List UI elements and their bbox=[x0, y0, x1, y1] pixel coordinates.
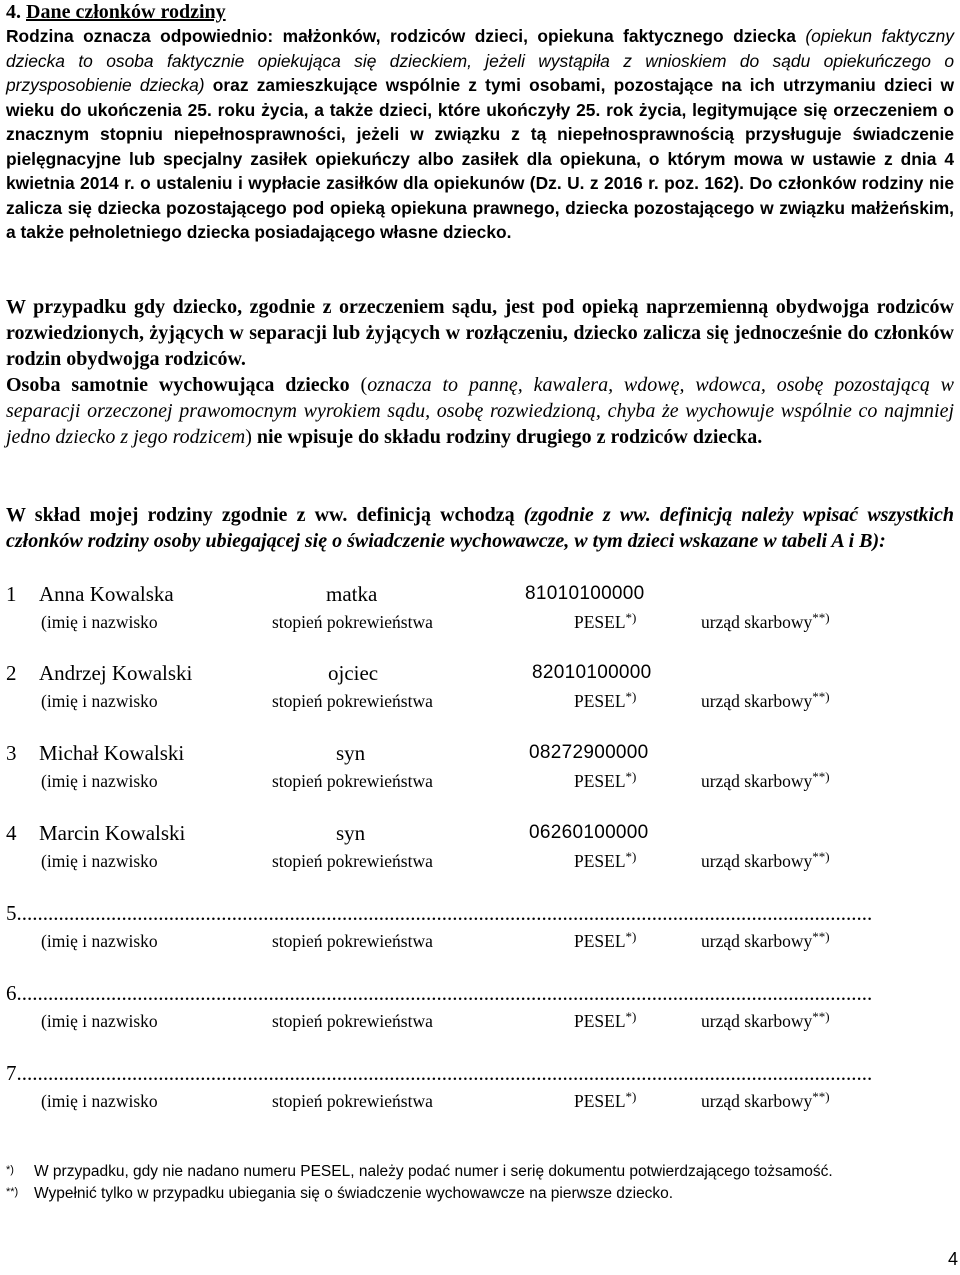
family-member-blank-row bbox=[6, 1060, 954, 1130]
single-parent-term: Osoba samotnie wychowująca dziecko bbox=[6, 374, 350, 396]
caption-relation: stopień pokrewieństwa bbox=[272, 771, 433, 791]
caption-tax-office: urząd skarbowy**) bbox=[701, 1009, 830, 1031]
footnote-tax-office bbox=[6, 1183, 673, 1205]
section-heading bbox=[6, 0, 226, 24]
composition-instruction: (zgodnie z ww. definicją należy wpisać wszystkich członków rodziny osoby ubiegającej się o świadczenie wychowawcze, w tym dzieci wskazane w tabeli A i B): bbox=[6, 504, 955, 552]
caption-pesel: PESEL*) bbox=[574, 689, 637, 711]
caption-tax-office: urząd skarbowy**) bbox=[701, 689, 830, 711]
member-name-field[interactable]: Marcin Kowalski bbox=[39, 821, 186, 845]
caption-name: (imię i nazwisko bbox=[41, 771, 158, 791]
caption-tax-office: urząd skarbowy**) bbox=[701, 769, 830, 791]
caption-name: (imię i nazwisko bbox=[41, 612, 158, 632]
member-name-field[interactable]: Anna Kowalska bbox=[39, 582, 174, 606]
definition-body: oraz zamieszkujące wspólnie z tymi osobami, pozostające na ich utrzymaniu dzieci w wieku do ukończenia 25. roku życia, a także dzieci, które ukończyły 25. rok życia, legitymujące się orzeczeniem o znacznym stopniu niepełnosprawności, jeżeli w związku z tą niepełnosprawnością przysługuje świadczenie pielęgnacyjne lub specjalny zasiłek opiekuńczy albo zasiłek dla opiekuna, o którym mowa w ustawie z dnia 4 kwietnia 2014 r. o ustaleniu i wypłacie zasiłków dla opiekunów (Dz. U. z 2016 r. poz. 162). Do członków rodziny nie zalicza się dziecka pozostającego pod opieką opiekuna prawnego, dziecka pozostającego w związku małżeńskim, a także pełnoletniego dziecka posiadającego własne dziecko. bbox=[6, 75, 954, 242]
member-number: 2 bbox=[6, 661, 17, 685]
caption-tax-office: urząd skarbowy**) bbox=[701, 929, 830, 951]
caption-pesel: PESEL*) bbox=[574, 610, 637, 632]
member-pesel-field[interactable]: 08272900000 bbox=[529, 742, 649, 763]
section-number: 4. bbox=[6, 1, 21, 23]
family-composition-intro bbox=[6, 502, 954, 554]
footnote-text: W przypadku, gdy nie nadano numeru PESEL, należy podać numer i serię dokumentu potwierdzającego tożsamość. bbox=[34, 1163, 833, 1180]
member-number: 4 bbox=[6, 821, 17, 845]
family-definition-paragraph bbox=[6, 24, 954, 245]
family-member-row bbox=[6, 581, 954, 651]
composition-statement: W skład mojej rodziny zgodnie z ww. definicją wchodzą bbox=[6, 504, 515, 526]
caption-tax-office: urząd skarbowy**) bbox=[701, 610, 830, 632]
footnote-pesel bbox=[6, 1161, 833, 1183]
family-member-row bbox=[6, 820, 954, 890]
single-parent-paragraph: Osoba samotnie wychowująca dziecko (oznacza to pannę, kawalera, wdowę, wdowca, osobę pozostającą w separacji orzeczonej prawomocnym wyrokiem sądu, osobę rozwiedzioną, chyba że wychowuje wspólnie co najmniej jedno dziecko z jego rodzicem) nie wpisuje do składu rodziny drugiego z rodziców dziecka. bbox=[6, 374, 955, 448]
caption-relation: stopień pokrewieństwa bbox=[272, 1091, 433, 1111]
member-name-field[interactable]: Andrzej Kowalski bbox=[39, 661, 193, 685]
member-pesel-field[interactable]: 81010100000 bbox=[525, 583, 645, 604]
family-member-row bbox=[6, 660, 954, 730]
caption-name: (imię i nazwisko bbox=[41, 931, 158, 951]
caption-name: (imię i nazwisko bbox=[41, 1011, 158, 1031]
caption-pesel: PESEL*) bbox=[574, 1089, 637, 1111]
caption-tax-office: urząd skarbowy**) bbox=[701, 1089, 830, 1111]
member-blank-line[interactable]: 7................................................................................................................................................................... bbox=[6, 1061, 873, 1085]
member-number: 1 bbox=[6, 582, 17, 606]
caption-name: (imię i nazwisko bbox=[41, 1091, 158, 1111]
member-relation-field[interactable]: matka bbox=[326, 582, 378, 606]
single-parent-instruction: nie wpisuje do składu rodziny drugiego z rodziców dziecka. bbox=[256, 426, 763, 448]
family-member-blank-row bbox=[6, 980, 954, 1050]
caption-relation: stopień pokrewieństwa bbox=[272, 1011, 433, 1031]
caption-relation: stopień pokrewieństwa bbox=[272, 612, 433, 632]
caption-name: (imię i nazwisko bbox=[41, 691, 158, 711]
footnote-mark: *) bbox=[6, 1164, 14, 1176]
caption-name: (imię i nazwisko bbox=[41, 851, 158, 871]
family-member-row bbox=[6, 740, 954, 810]
section-title: Dane członków rodziny bbox=[26, 1, 226, 23]
caption-relation: stopień pokrewieństwa bbox=[272, 691, 433, 711]
caption-pesel: PESEL*) bbox=[574, 929, 637, 951]
member-relation-field[interactable]: ojciec bbox=[328, 661, 379, 685]
footnote-mark: **) bbox=[6, 1186, 19, 1198]
member-relation-field[interactable]: syn bbox=[336, 741, 366, 765]
footnote-text: Wypełnić tylko w przypadku ubiegania się o świadczenie wychowawcze na pierwsze dziecko. bbox=[34, 1185, 674, 1202]
member-relation-field[interactable]: syn bbox=[336, 821, 366, 845]
member-number: 3 bbox=[6, 741, 17, 765]
caption-relation: stopień pokrewieństwa bbox=[272, 851, 433, 871]
caption-pesel: PESEL*) bbox=[574, 849, 637, 871]
page-number: 4 bbox=[947, 1249, 958, 1269]
member-pesel-field[interactable]: 06260100000 bbox=[529, 822, 649, 843]
member-pesel-field[interactable]: 82010100000 bbox=[532, 662, 652, 683]
caption-pesel: PESEL*) bbox=[574, 1009, 637, 1031]
caption-relation: stopień pokrewieństwa bbox=[272, 931, 433, 951]
definition-guardian-note: (opiekun faktyczny dziecka to osoba faktycznie opiekująca się dzieckiem, jeżeli wystąpiła z wnioskiem do sądu opiekuńczego o przysposobienie dziecka) bbox=[6, 26, 955, 95]
single-parent-explanation: oznacza to pannę, kawalera, wdowę, wdowca, osobę pozostającą w separacji orzeczonej prawomocnym wyrokiem sądu, osobę rozwiedzioną, chyba że wychowuje wspólnie co najmniej jedno dziecko z jego rodzicem bbox=[6, 374, 955, 448]
definition-intro: Rodzina oznacza odpowiednio: małżonków, rodziców dzieci, opiekuna faktycznego dziecka bbox=[6, 26, 796, 46]
alternating-custody-paragraph: W przypadku gdy dziecko, zgodnie z orzeczeniem sądu, jest pod opieką naprzemienną obydwojga rodziców rozwiedzionych, żyjących w separacji lub żyjących w rozłączeniu, dziecko zalicza się jednocześnie do członków rodzin obydwojga rodziców. bbox=[6, 296, 954, 370]
family-member-blank-row bbox=[6, 900, 954, 970]
member-blank-line[interactable]: 5................................................................................................................................................................... bbox=[6, 901, 873, 925]
caption-pesel: PESEL*) bbox=[574, 769, 637, 791]
member-blank-line[interactable]: 6................................................................................................................................................................... bbox=[6, 981, 873, 1005]
caption-tax-office: urząd skarbowy**) bbox=[701, 849, 830, 871]
member-name-field[interactable]: Michał Kowalski bbox=[39, 741, 185, 765]
